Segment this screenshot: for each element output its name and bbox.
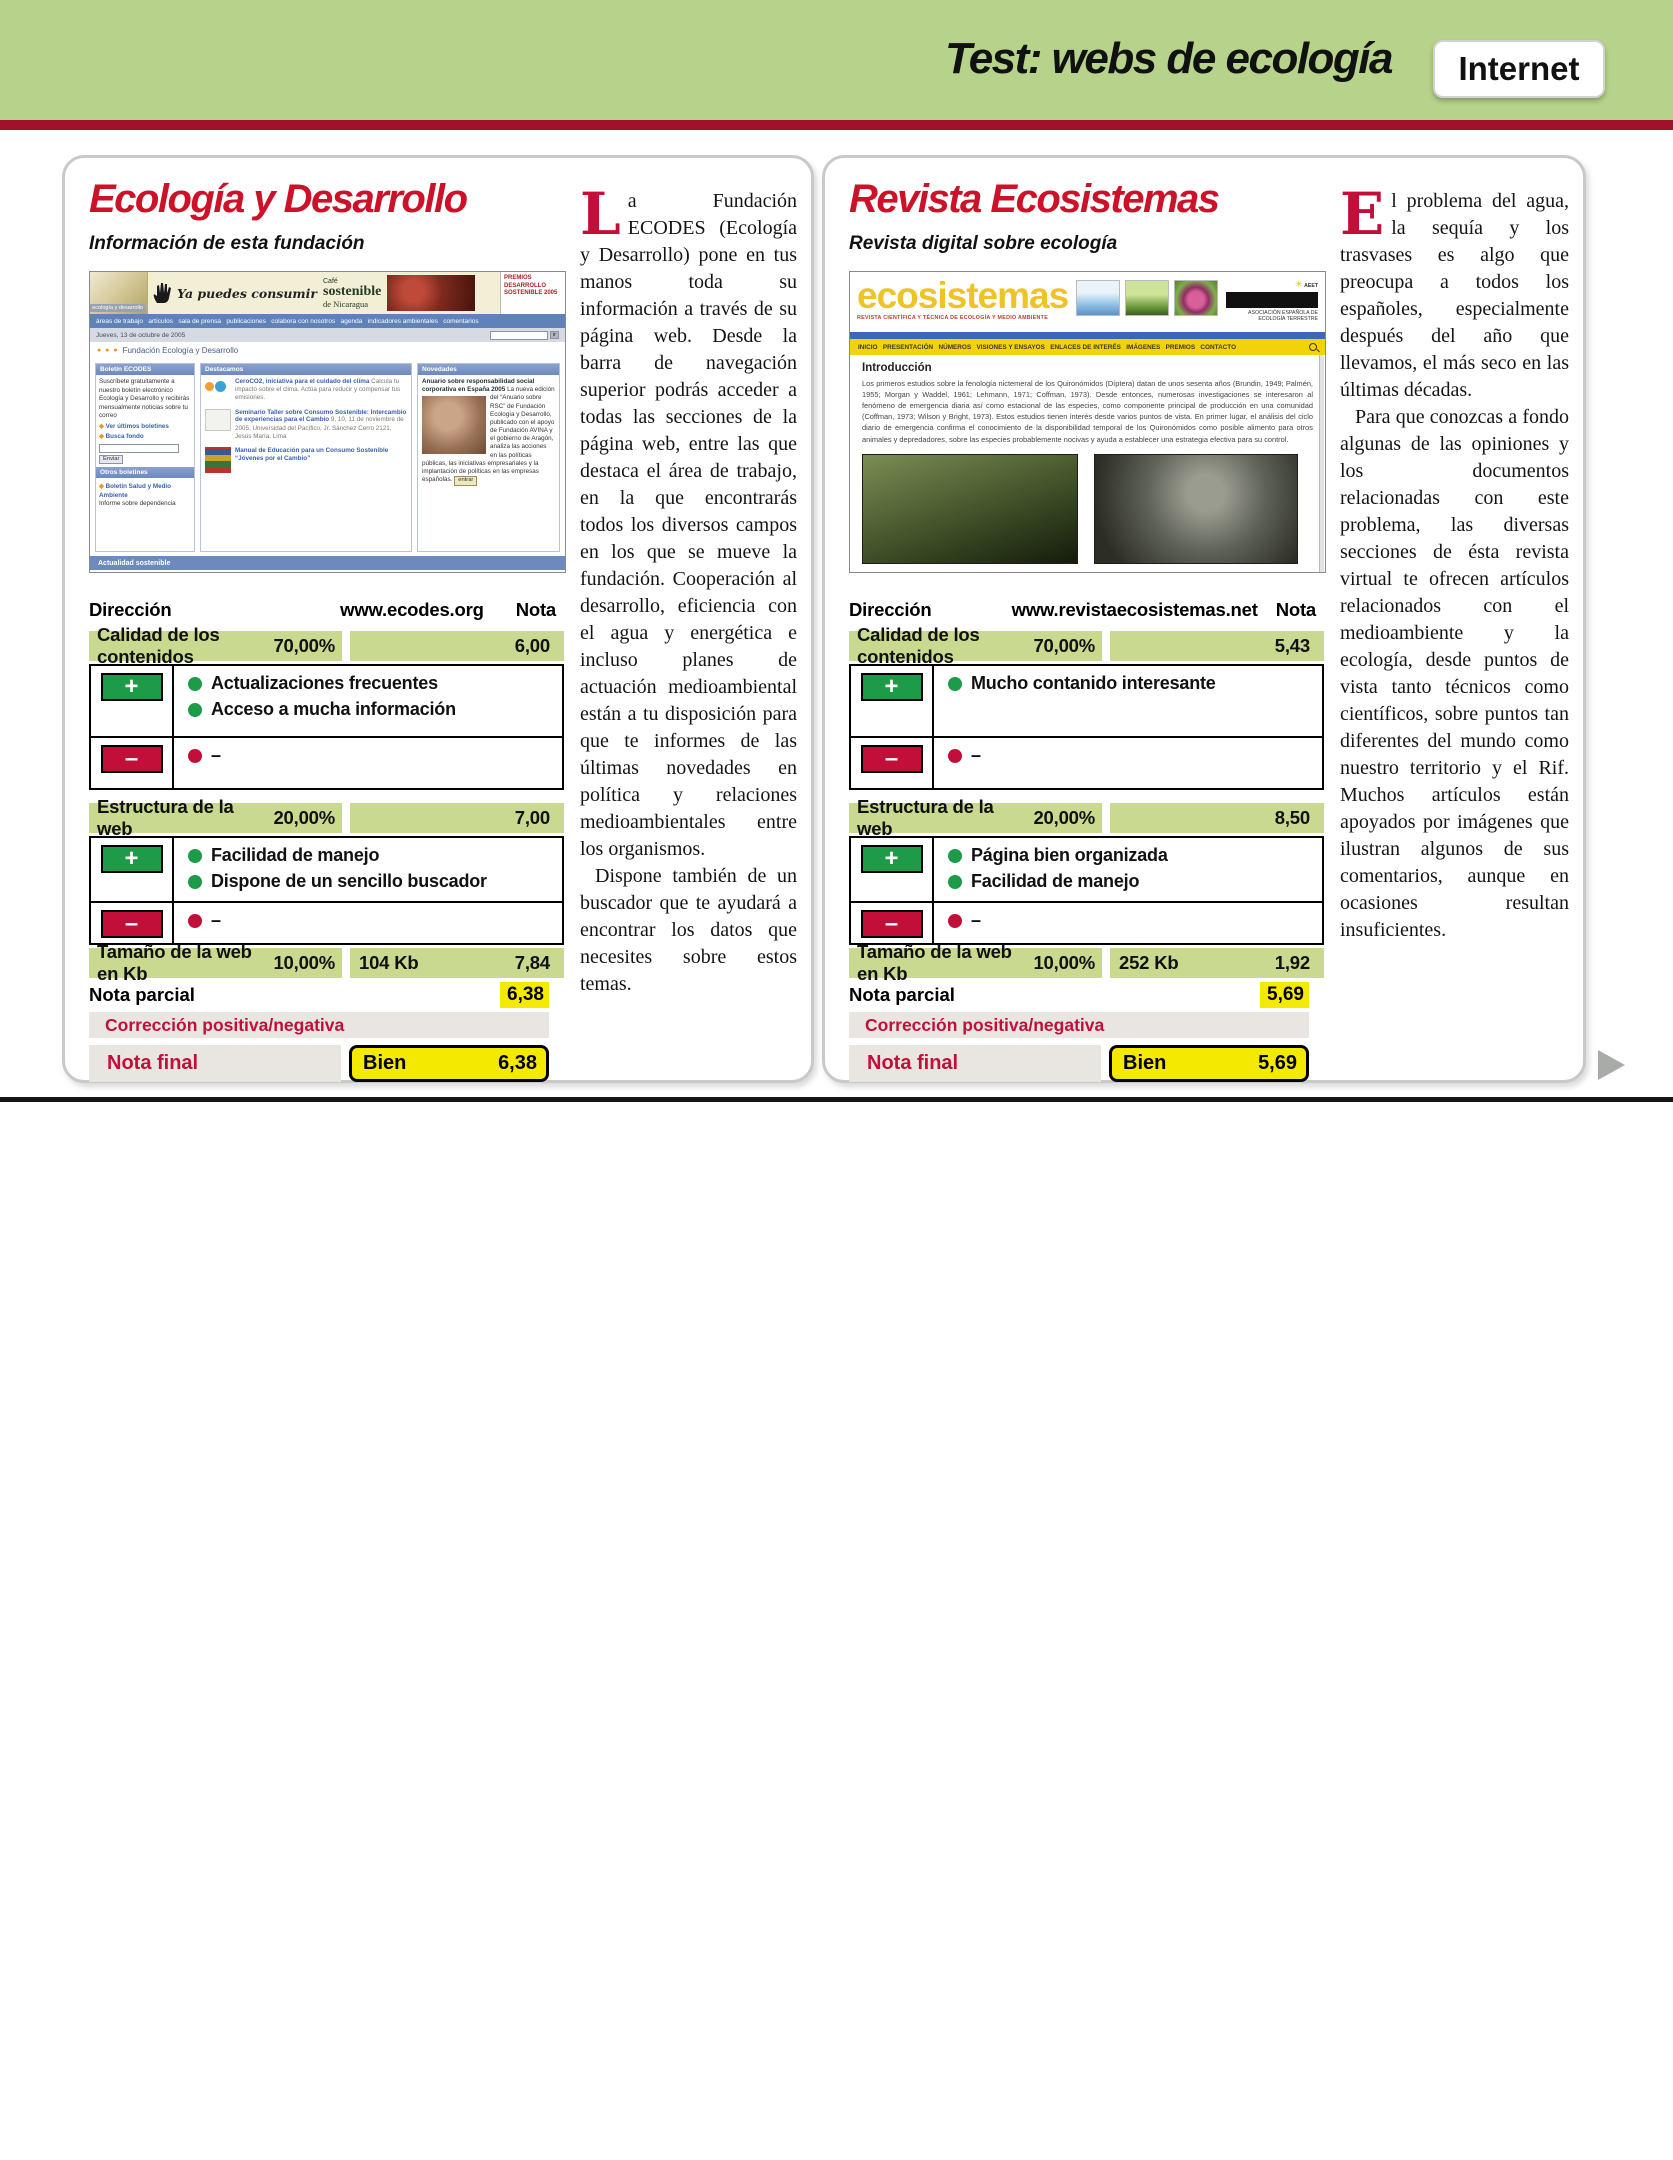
article-paragraph	[1340, 180, 1569, 404]
ecodes-search[interactable]	[490, 331, 559, 340]
news-item-ceroco2[interactable]	[201, 375, 411, 406]
calidad-label: Calidad de los contenidos	[97, 624, 220, 667]
rating-value: 6,38	[498, 1052, 537, 1074]
con-item	[188, 910, 221, 931]
ecosistemas-content	[850, 355, 1325, 573]
nota-final-row	[849, 1045, 1324, 1082]
entrar-button[interactable]: entrar	[454, 476, 477, 486]
estructura-score: 8,50	[1274, 807, 1310, 828]
ecodes-banner	[90, 272, 565, 314]
card-left-column	[849, 178, 1326, 1080]
blue-divider-bar	[850, 332, 1325, 339]
sidebar-link-label: Boletín Salud y Medio Ambiente	[99, 483, 172, 499]
con-text: –	[211, 745, 221, 765]
plus-icon: +	[101, 673, 163, 701]
review-card-ecodes	[62, 155, 814, 1083]
estructura-row	[849, 796, 1324, 839]
tamano-weight: 10,00%	[273, 952, 335, 973]
con-item	[188, 745, 221, 766]
pro-item	[948, 871, 1168, 892]
novedades-title[interactable]: Anuario sobre responsabilidad social corporativa en España 2005	[422, 378, 535, 394]
ad-cafe-line1: Café	[323, 277, 338, 285]
estructura-pros-cons	[849, 836, 1324, 945]
pro-item	[188, 673, 456, 694]
sun-icon: ☀	[1294, 279, 1303, 289]
news-item-sub: Calcula tu impacto sobre el clima. Actúa para reducir y compensar tus emisiones.	[235, 378, 401, 402]
breadcrumb	[90, 342, 565, 359]
header-rule	[0, 120, 1673, 130]
association-block	[1226, 277, 1318, 332]
date-text: Jueves, 13 de octubre de 2005	[96, 331, 186, 339]
nota-label: Nota	[1275, 599, 1316, 620]
ceroco2-logo-icon	[205, 378, 231, 394]
article-text: l problema del agua, la sequía y los trasvases es algo que preocupa a todos los españoles, especialmente después del año que llevamos, el más seco en las últimas décadas.	[1340, 190, 1569, 401]
tamano-row	[849, 941, 1324, 984]
ecodes-nav-bar[interactable]: áreas de trabajo artículos sala de prensa publicaciones colabora con nosotros agenda indicadores ambientales comentarios	[90, 314, 565, 328]
minus-icon: –	[861, 745, 923, 773]
pro-item	[188, 699, 456, 720]
cons-row	[851, 901, 1322, 943]
tamano-label: Tamaño de la web en Kb	[857, 941, 1012, 984]
ecosistemas-nav-bar[interactable]	[850, 339, 1325, 355]
breadcrumb-text: Fundación Ecología y Desarrollo	[122, 346, 239, 355]
calidad-row	[849, 624, 1324, 667]
red-dot-icon	[188, 749, 202, 763]
pros-row	[91, 666, 562, 736]
con-text: –	[971, 745, 981, 765]
review-subtitle: Información de esta fundación	[89, 233, 365, 254]
section-badge-label: Internet	[1458, 50, 1580, 87]
con-text: –	[211, 910, 221, 930]
correccion-bar: Corrección positiva/negativa	[849, 1012, 1309, 1038]
minus-icon: –	[101, 910, 163, 938]
green-dot-icon	[188, 875, 202, 889]
news-item-sub: 9, 10, 11 de noviembre de 2005. Universidad del Pacífico, Jr. Sánchez Cerro 2121, Jesús María, Lima	[235, 416, 404, 440]
mosaic-thumb-icon	[205, 447, 231, 473]
ecosistemas-logo-subtitle: REVISTA CIENTÍFICA Y TÉCNICA DE ECOLOGÍA Y MEDIO AMBIENTE	[857, 315, 1049, 321]
prize-box: PREMIOS DESARROLLO SOSTENIBLE 2005	[501, 272, 565, 314]
address-row	[849, 599, 1324, 625]
pro-text: Acceso a mucha información	[211, 699, 456, 719]
tamano-label: Tamaño de la web en Kb	[97, 941, 252, 984]
rating-word: Bien	[363, 1052, 407, 1074]
nav-items[interactable]: INICIO PRESENTACIÓN NÚMEROS VISIONES Y ENSAYOS ENLACES DE INTERÉS IMÁGENES PREMIOS CONTACTO	[858, 343, 1237, 351]
bullet-icon: ◆	[99, 422, 104, 430]
red-dot-icon	[948, 914, 962, 928]
pro-text: Página bien organizada	[971, 845, 1168, 865]
rating-table	[849, 599, 1324, 1082]
article-paragraph	[580, 180, 797, 863]
ad-cafe-text	[323, 278, 381, 309]
destacamos-header: Destacamos	[201, 364, 411, 375]
review-title: Ecología y Desarrollo	[89, 177, 467, 221]
page-title: Test: webs de ecología	[944, 34, 1392, 83]
calidad-weight: 70,00%	[1033, 635, 1095, 656]
ad-cafe-line3: de Nicaragua	[323, 298, 369, 309]
review-card-ecosistemas	[822, 155, 1586, 1083]
flower-thumbnail	[1174, 280, 1218, 316]
bullet-icon: ◆	[99, 433, 104, 440]
article-text: Dispone también de un buscador que te ayudará a encontrar los datos que necesites sobre estos temas.	[580, 865, 797, 995]
ecodes-content	[90, 359, 565, 556]
search-input[interactable]	[490, 331, 548, 340]
website-url: www.revistaecosistemas.net	[1011, 599, 1258, 620]
header-band	[0, 0, 1673, 120]
article-heading: Introducción	[862, 362, 932, 374]
calidad-pros-cons	[849, 664, 1324, 790]
pro-item	[188, 871, 487, 892]
con-item	[948, 910, 981, 931]
header-thumbnails	[1076, 277, 1218, 332]
nota-final-label: Nota final	[849, 1045, 1101, 1082]
novedades-text: La nueva edición del “Anuario sobre RSC” de Fundación Ecología y Desarrollo, publicado con el apoyo de Fundación AVINA y el gobierno de Aragón, analiza las acciones en las políticas públicas, las iniciativas empresariales y la implantación de políticas en las empresas españolas.	[422, 386, 555, 484]
sidebar-header-otros: Otros boletines	[96, 467, 194, 478]
green-dot-icon	[188, 703, 202, 717]
sidebar-link-label: Ver últimos boletines	[105, 422, 169, 430]
article-paragraph	[1340, 404, 1569, 944]
con-text: –	[971, 910, 981, 930]
calidad-label: Calidad de los contenidos	[857, 624, 980, 667]
review-subtitle: Revista digital sobre ecología	[849, 233, 1118, 254]
ecodes-logo	[90, 272, 148, 314]
pro-item	[948, 845, 1168, 866]
ad-script-text: Ya puedes consumir	[177, 285, 317, 301]
rating-value: 5,69	[1258, 1052, 1297, 1074]
tamano-row	[89, 941, 564, 984]
association-name: ASOCIACIÓN ESPAÑOLA DE ECOLOGÍA TERRESTRE	[1248, 310, 1318, 322]
calidad-pros-cons	[89, 664, 564, 790]
ecodes-destacamos-column	[200, 363, 412, 552]
minus-icon: –	[101, 745, 163, 773]
green-dot-icon	[948, 677, 962, 691]
ecodes-footer-bar: Actualidad sostenible	[90, 556, 565, 570]
nota-parcial-label: Nota parcial	[849, 983, 955, 1005]
sky-thumbnail	[1076, 280, 1120, 316]
estructura-score: 7,00	[514, 807, 550, 828]
sidebar-text: Suscríbete gratuitamente a nuestro boletín electrónico Ecología y Desarrollo y recibirás mensualmente noticias sobre tu correo	[99, 378, 190, 419]
nota-parcial-row	[849, 981, 1324, 1008]
estructura-label: Estructura de la web	[97, 796, 234, 839]
ecodes-date-bar	[90, 328, 565, 342]
ecodes-logo-text: ecología y desarrollo	[92, 304, 143, 311]
news-item-title[interactable]: Seminario Taller sobre Consumo Sostenible: Intercambio de experiencias para el Cambio	[235, 408, 407, 424]
nota-final-row	[89, 1045, 564, 1082]
card-left-column	[89, 178, 566, 1080]
website-screenshot-ecodes	[89, 271, 566, 573]
tamano-score: 1,92	[1274, 952, 1310, 973]
ecodes-novedades-column	[417, 363, 560, 552]
calidad-weight: 70,00%	[273, 635, 335, 656]
article-paragraph	[580, 863, 797, 998]
estructura-pros-cons	[89, 836, 564, 945]
estructura-weight: 20,00%	[273, 807, 335, 828]
bottom-rule	[0, 1097, 1673, 1102]
review-title: Revista Ecosistemas	[849, 177, 1219, 221]
ecodes-sidebar	[95, 363, 195, 552]
website-screenshot-ecosistemas	[849, 271, 1326, 573]
association-acronym: AEET	[1304, 283, 1318, 289]
green-dot-icon	[188, 677, 202, 691]
coffee-photo	[387, 275, 475, 311]
sidebar-link-buscar[interactable]	[99, 433, 191, 442]
nota-parcial-score: 5,69	[1260, 982, 1309, 1008]
association-logo-bar	[1226, 292, 1318, 308]
section-badge	[1433, 40, 1605, 98]
nota-final-label: Nota final	[89, 1045, 341, 1082]
cons-row	[91, 736, 562, 788]
estructura-row	[89, 796, 564, 839]
news-item-title[interactable]: Manual de Educación para un Consumo Sostenible “Jóvenes por el Cambio”	[235, 446, 389, 462]
plus-icon: +	[101, 845, 163, 873]
calidad-score: 6,00	[514, 635, 550, 656]
website-url: www.ecodes.org	[340, 599, 484, 620]
con-item	[948, 745, 981, 766]
sidebar-link-label: Busca fondo	[105, 433, 144, 440]
calidad-score: 5,43	[1274, 635, 1310, 656]
estructura-label: Estructura de la web	[857, 796, 994, 839]
article-photos	[862, 454, 1313, 564]
plus-icon: +	[861, 673, 923, 701]
nota-label: Nota	[515, 599, 556, 620]
news-item-manual[interactable]	[201, 444, 411, 476]
nota-final-box	[349, 1045, 549, 1082]
field-thumbnail	[1125, 280, 1169, 316]
search-icon[interactable]	[1309, 343, 1317, 351]
pro-text: Dispone de un sencillo buscador	[211, 871, 487, 891]
article-column	[580, 178, 797, 1080]
newsletter-input[interactable]	[99, 444, 179, 453]
pro-text: Actualizaciones frecuentes	[211, 673, 438, 693]
landscape-photo	[862, 454, 1078, 564]
rock-photo	[1094, 454, 1298, 564]
cons-row	[851, 736, 1322, 788]
calidad-row	[89, 624, 564, 667]
nota-parcial-row	[89, 981, 564, 1008]
search-go-button[interactable]: ir	[550, 331, 559, 339]
newsletter-submit-button[interactable]: Enviar	[99, 455, 123, 465]
breadcrumb-dots-icon: ● ● ●	[97, 347, 119, 354]
tamano-score: 7,84	[514, 952, 550, 973]
rating-word: Bien	[1123, 1052, 1167, 1074]
screenshot-content	[850, 272, 1325, 572]
red-dot-icon	[188, 914, 202, 928]
pro-item	[948, 673, 1216, 694]
novedades-header: Novedades	[418, 364, 559, 375]
green-dot-icon	[948, 849, 962, 863]
tamano-size: 252 Kb	[1119, 952, 1179, 973]
article-text: Para que conozcas a fondo algunas de las opiniones y los documentos relacionadas con este problema, las diversas secciones de ésta revista virtual te ofrecen artículos relacionados con el medioambiente y la ecología, desde puntos de vista tanto técnicos como científicos, sobre puntos tan diferentes del mundo como nuestro territorio y el Rif. Muchos artículos están apoyados por imágenes que ilustran algunos de sus comentarios, aunque en ocasiones resultan insuficientes.	[1340, 406, 1569, 941]
direccion-label: Dirección	[849, 599, 932, 620]
cafe-ad-banner[interactable]	[148, 272, 501, 314]
hand-icon	[153, 282, 171, 304]
pros-row	[91, 838, 562, 901]
article-column	[1340, 178, 1569, 1080]
pro-text: Facilidad de manejo	[211, 845, 380, 865]
scrollbar[interactable]	[1319, 355, 1324, 573]
tamano-size: 104 Kb	[359, 952, 419, 973]
pro-text: Mucho contanido interesante	[971, 673, 1216, 693]
anuario-photo	[422, 396, 486, 454]
dropcap: L	[580, 180, 621, 248]
cons-row	[91, 901, 562, 943]
dropcap: E	[1340, 180, 1385, 248]
red-dot-icon	[948, 749, 962, 763]
sidebar-header-boletin: Boletín ECODES	[96, 364, 194, 375]
nota-final-box	[1109, 1045, 1309, 1082]
screenshot-content	[90, 272, 565, 572]
sidebar-link-boletines[interactable]	[99, 423, 191, 432]
rating-table	[89, 599, 564, 1082]
news-item-seminario[interactable]	[201, 406, 411, 444]
seminar-thumb-icon	[205, 409, 231, 431]
pros-row	[851, 838, 1322, 901]
address-row	[89, 599, 564, 625]
tamano-weight: 10,00%	[1033, 952, 1095, 973]
ecosistemas-header	[850, 272, 1325, 332]
ecosistemas-logo: ecosistemas	[857, 275, 1069, 316]
ad-cafe-line2: sostenible	[323, 283, 382, 299]
pro-item	[188, 845, 487, 866]
article-intro-text: Los primeros estudios sobre la fenología nictemeral de los Quironómidos (Díptera) datan de unos sesenta años (Brundin, 1949; Palmén, 1955; Morgan y Waddel, 1961; Lehmann, 1971; Coffman, 1973). Desde entonces, numerosas investigaciones se interesaron al fenómeno de emergencia diaria así como estacional de las especies, como componente principal de producción en una comunidad (Coffman, 1973; Wilson y Bright, 1973). Estos estudios tienen interés desde varios puntos de vista. En primer lugar, el análisis del ciclo diario de emergencia confirma el conocimiento de la disponibilidad temporal de los Quironómidos como posible alimento para otros animales y depredadores, sobre las especies probablemente nocivas y ayuda a establecer una estrategia efectiva para su control.	[862, 379, 1313, 444]
sidebar-link-salud[interactable]	[99, 483, 191, 500]
pro-text: Facilidad de manejo	[971, 871, 1140, 891]
sidebar-text-2: Informe sobre dependencia	[99, 500, 176, 508]
estructura-weight: 20,00%	[1033, 807, 1095, 828]
nota-parcial-label: Nota parcial	[89, 983, 195, 1005]
direccion-label: Dirección	[89, 599, 172, 620]
nota-parcial-score: 6,38	[500, 982, 549, 1008]
correccion-bar: Corrección positiva/negativa	[89, 1012, 549, 1038]
article-text: a Fundación ECODES (Ecología y Desarrollo) pone en tus manos toda su información a través de su página web. Desde la barra de navegación superior podrás acceder a todas las secciones de la página web, entre las que destaca el área de trabajo, en la que encontrarás todos los diversos campos en los que se mueve la fundación. Cooperación al desarrollo, eficiencia con el agua y energética e incluso planes de actuación medioambiental están a tu disposición para que te informes de las últimas novedades en política y relaciones medioambientales entre los organismos.	[580, 190, 797, 860]
news-item-title[interactable]: CeroCO2, iniciativa para el cuidado del clima	[235, 378, 370, 385]
green-dot-icon	[188, 849, 202, 863]
green-dot-icon	[948, 875, 962, 889]
plus-icon: +	[861, 845, 923, 873]
continuation-arrow-icon	[1598, 1050, 1625, 1080]
bullet-icon: ◆	[99, 483, 104, 491]
pros-row	[851, 666, 1322, 736]
minus-icon: –	[861, 910, 923, 938]
